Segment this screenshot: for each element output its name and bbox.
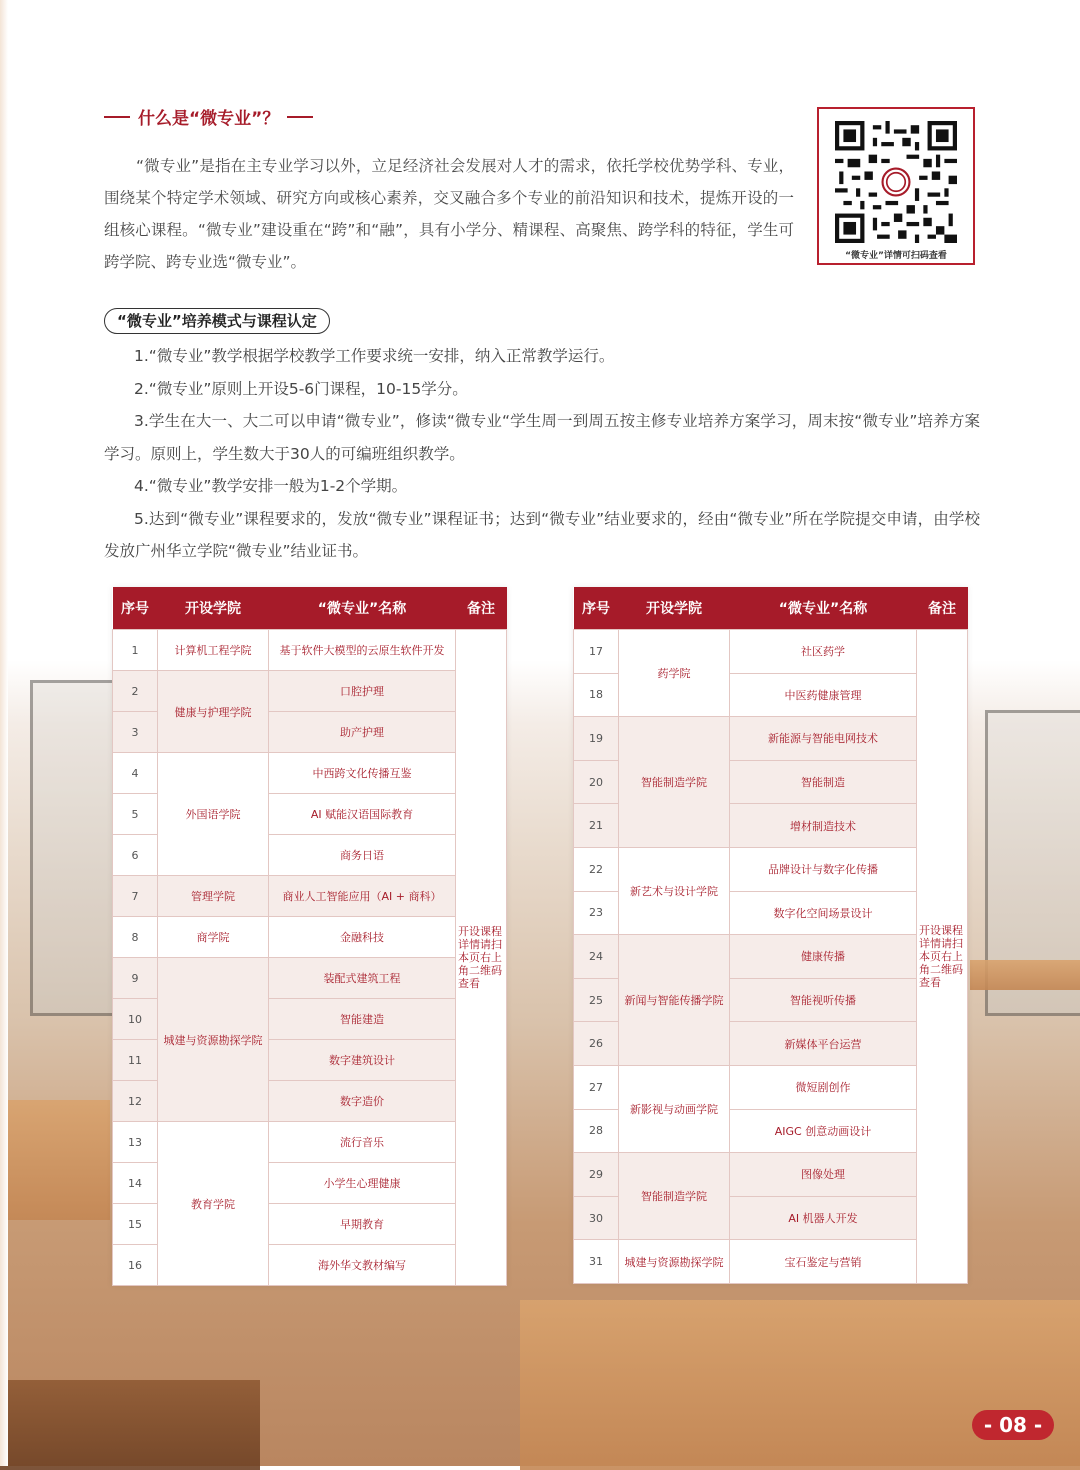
desk-dark: [0, 1380, 260, 1470]
qr-code-icon: [835, 121, 957, 243]
college-cell: 教育学院: [158, 1122, 269, 1286]
row-index: 6: [113, 835, 158, 876]
table-row: [574, 630, 968, 674]
major-name-cell: 流行音乐: [269, 1122, 456, 1163]
table-row: [113, 1122, 507, 1163]
major-name-cell: 图像处理: [730, 1153, 917, 1197]
row-index: 21: [574, 804, 619, 848]
major-name-cell: 数字建筑设计: [269, 1040, 456, 1081]
table-row: [574, 717, 968, 761]
page-number: - 08 -: [972, 1410, 1054, 1440]
row-index: 5: [113, 794, 158, 835]
major-name-cell: 海外华文教材编写: [269, 1245, 456, 1286]
desk-right: [970, 960, 1080, 990]
note-cell: 开设课程详情请扫本页右上角二维码查看: [917, 630, 968, 1284]
major-name-cell: 数字造价: [269, 1081, 456, 1122]
qr-code-box[interactable]: [817, 107, 975, 265]
major-name-cell: 健康传播: [730, 935, 917, 979]
college-cell: 外国语学院: [158, 753, 269, 876]
header-major-name: “微专业”名称: [730, 587, 917, 630]
intro-paragraph: “微专业”是指在主专业学习以外，立足经济社会发展对人才的需求，依托学校优势学科、专业，围绕某个特定学术领域、研究方向或核心素养，交叉融合多个专业的前沿知识和技术，提炼开设的一组核心课程。“微专业”建设重在“跨”和“融”，具有小学分、精课程、高聚焦、跨学科的特征，学生可跨学院、跨专业选“微专业”。: [104, 157, 794, 271]
section-title-what-is: [104, 104, 313, 129]
header-note: 备注: [917, 587, 968, 630]
major-name-cell: 早期教育: [269, 1204, 456, 1245]
row-index: 16: [113, 1245, 158, 1286]
desk-bottom: [520, 1300, 1080, 1470]
row-index: 15: [113, 1204, 158, 1245]
major-name-cell: 数字化空间场景设计: [730, 891, 917, 935]
college-cell: 管理学院: [158, 876, 269, 917]
major-name-cell: 中医药健康管理: [730, 673, 917, 717]
row-index: 2: [113, 671, 158, 712]
row-index: 27: [574, 1065, 619, 1109]
micro-major-table-left: [112, 587, 507, 1286]
major-name-cell: 社区药学: [730, 630, 917, 674]
college-cell: 药学院: [619, 630, 730, 717]
table-row: [574, 1153, 968, 1197]
rule-item: 2.“微专业”原则上开设5-6门课程，10-15学分。: [134, 379, 468, 398]
rule-item: 3.学生在大一、大二可以申请“微专业”，修读“微专业“学生周一到周五按主修专业培养方案学习，周末按“微专业”培养方案学习。原则上，学生数大于30人的可编班组织教学。: [104, 412, 980, 463]
section-title-mode: “微专业”培养模式与课程认定: [104, 308, 330, 334]
major-name-cell: 商务日语: [269, 835, 456, 876]
major-name-cell: 装配式建筑工程: [269, 958, 456, 999]
major-name-cell: AIGC 创意动画设计: [730, 1109, 917, 1153]
section-title-text: 什么是“微专业”？: [138, 109, 280, 129]
college-cell: 新影视与动画学院: [619, 1065, 730, 1152]
title-line-right: [287, 116, 313, 118]
row-index: 28: [574, 1109, 619, 1153]
rules-list: [104, 340, 980, 568]
major-name-cell: 智能建造: [269, 999, 456, 1040]
row-index: 8: [113, 917, 158, 958]
major-name-cell: 小学生心理健康: [269, 1163, 456, 1204]
table-row: [113, 630, 507, 671]
row-index: 30: [574, 1196, 619, 1240]
rule-item: 1.“微专业”教学根据学校教学工作要求统一安排，纳入正常教学运行。: [134, 347, 615, 365]
rule-item: 5.达到“微专业”课程要求的，发放“微专业”课程证书；达到“微专业”结业要求的，经由“微专业”所在学院提交申请，由学校发放广州华立学院“微专业”结业证书。: [104, 509, 980, 560]
row-index: 12: [113, 1081, 158, 1122]
row-index: 13: [113, 1122, 158, 1163]
major-name-cell: 微短剧创作: [730, 1065, 917, 1109]
page-edge: [0, 0, 8, 1466]
row-index: 26: [574, 1022, 619, 1066]
major-name-cell: 智能视听传播: [730, 978, 917, 1022]
header-major-name: “微专业”名称: [269, 587, 456, 630]
table-row: [574, 935, 968, 979]
header-college: 开设学院: [619, 587, 730, 630]
header-note: 备注: [456, 587, 507, 630]
row-index: 24: [574, 935, 619, 979]
note-cell: 开设课程详情请扫本页右上角二维码查看: [456, 630, 507, 1286]
major-name-cell: 基于软件大模型的云原生软件开发: [269, 630, 456, 671]
table-row: [113, 917, 507, 958]
college-cell: 新闻与智能传播学院: [619, 935, 730, 1066]
major-name-cell: 品牌设计与数字化传播: [730, 847, 917, 891]
college-cell: 新艺术与设计学院: [619, 847, 730, 934]
row-index: 22: [574, 847, 619, 891]
major-name-cell: 智能制造: [730, 760, 917, 804]
table-row: [113, 671, 507, 712]
desk-left: [0, 1100, 110, 1220]
table-row: [113, 876, 507, 917]
college-cell: 智能制造学院: [619, 717, 730, 848]
header-college: 开设学院: [158, 587, 269, 630]
title-line-left: [104, 116, 130, 118]
table-row: [574, 1065, 968, 1109]
qr-caption: “微专业”详情可扫码查看: [845, 251, 947, 261]
major-name-cell: 商业人工智能应用（AI + 商科）: [269, 876, 456, 917]
college-cell: 计算机工程学院: [158, 630, 269, 671]
row-index: 3: [113, 712, 158, 753]
row-index: 4: [113, 753, 158, 794]
college-cell: 城建与资源勘探学院: [158, 958, 269, 1122]
window-left: [30, 680, 116, 1016]
row-index: 9: [113, 958, 158, 999]
college-cell: 商学院: [158, 917, 269, 958]
major-name-cell: AI 赋能汉语国际教育: [269, 794, 456, 835]
major-name-cell: 新媒体平台运营: [730, 1022, 917, 1066]
major-name-cell: 新能源与智能电网技术: [730, 717, 917, 761]
major-name-cell: 口腔护理: [269, 671, 456, 712]
table-header-row: [113, 587, 507, 630]
college-cell: 城建与资源勘探学院: [619, 1240, 730, 1284]
college-cell: 健康与护理学院: [158, 671, 269, 753]
major-name-cell: 增材制造技术: [730, 804, 917, 848]
row-index: 20: [574, 760, 619, 804]
row-index: 7: [113, 876, 158, 917]
major-name-cell: AI 机器人开发: [730, 1196, 917, 1240]
header-index: 序号: [574, 587, 619, 630]
rule-item: 4.“微专业”教学安排一般为1-2个学期。: [134, 477, 408, 495]
table-row: [113, 958, 507, 999]
row-index: 1: [113, 630, 158, 671]
row-index: 11: [113, 1040, 158, 1081]
row-index: 17: [574, 630, 619, 674]
row-index: 14: [113, 1163, 158, 1204]
major-name-cell: 中西跨文化传播互鉴: [269, 753, 456, 794]
major-name-cell: 助产护理: [269, 712, 456, 753]
row-index: 23: [574, 891, 619, 935]
college-cell: 智能制造学院: [619, 1153, 730, 1240]
header-index: 序号: [113, 587, 158, 630]
table-header-row: [574, 587, 968, 630]
row-index: 31: [574, 1240, 619, 1284]
row-index: 25: [574, 978, 619, 1022]
major-name-cell: 金融科技: [269, 917, 456, 958]
table-row: [574, 847, 968, 891]
major-name-cell: 宝石鉴定与营销: [730, 1240, 917, 1284]
row-index: 10: [113, 999, 158, 1040]
row-index: 18: [574, 673, 619, 717]
table-row: [113, 753, 507, 794]
table-row: [574, 1240, 968, 1284]
micro-major-table-right: [573, 587, 968, 1284]
row-index: 29: [574, 1153, 619, 1197]
row-index: 19: [574, 717, 619, 761]
